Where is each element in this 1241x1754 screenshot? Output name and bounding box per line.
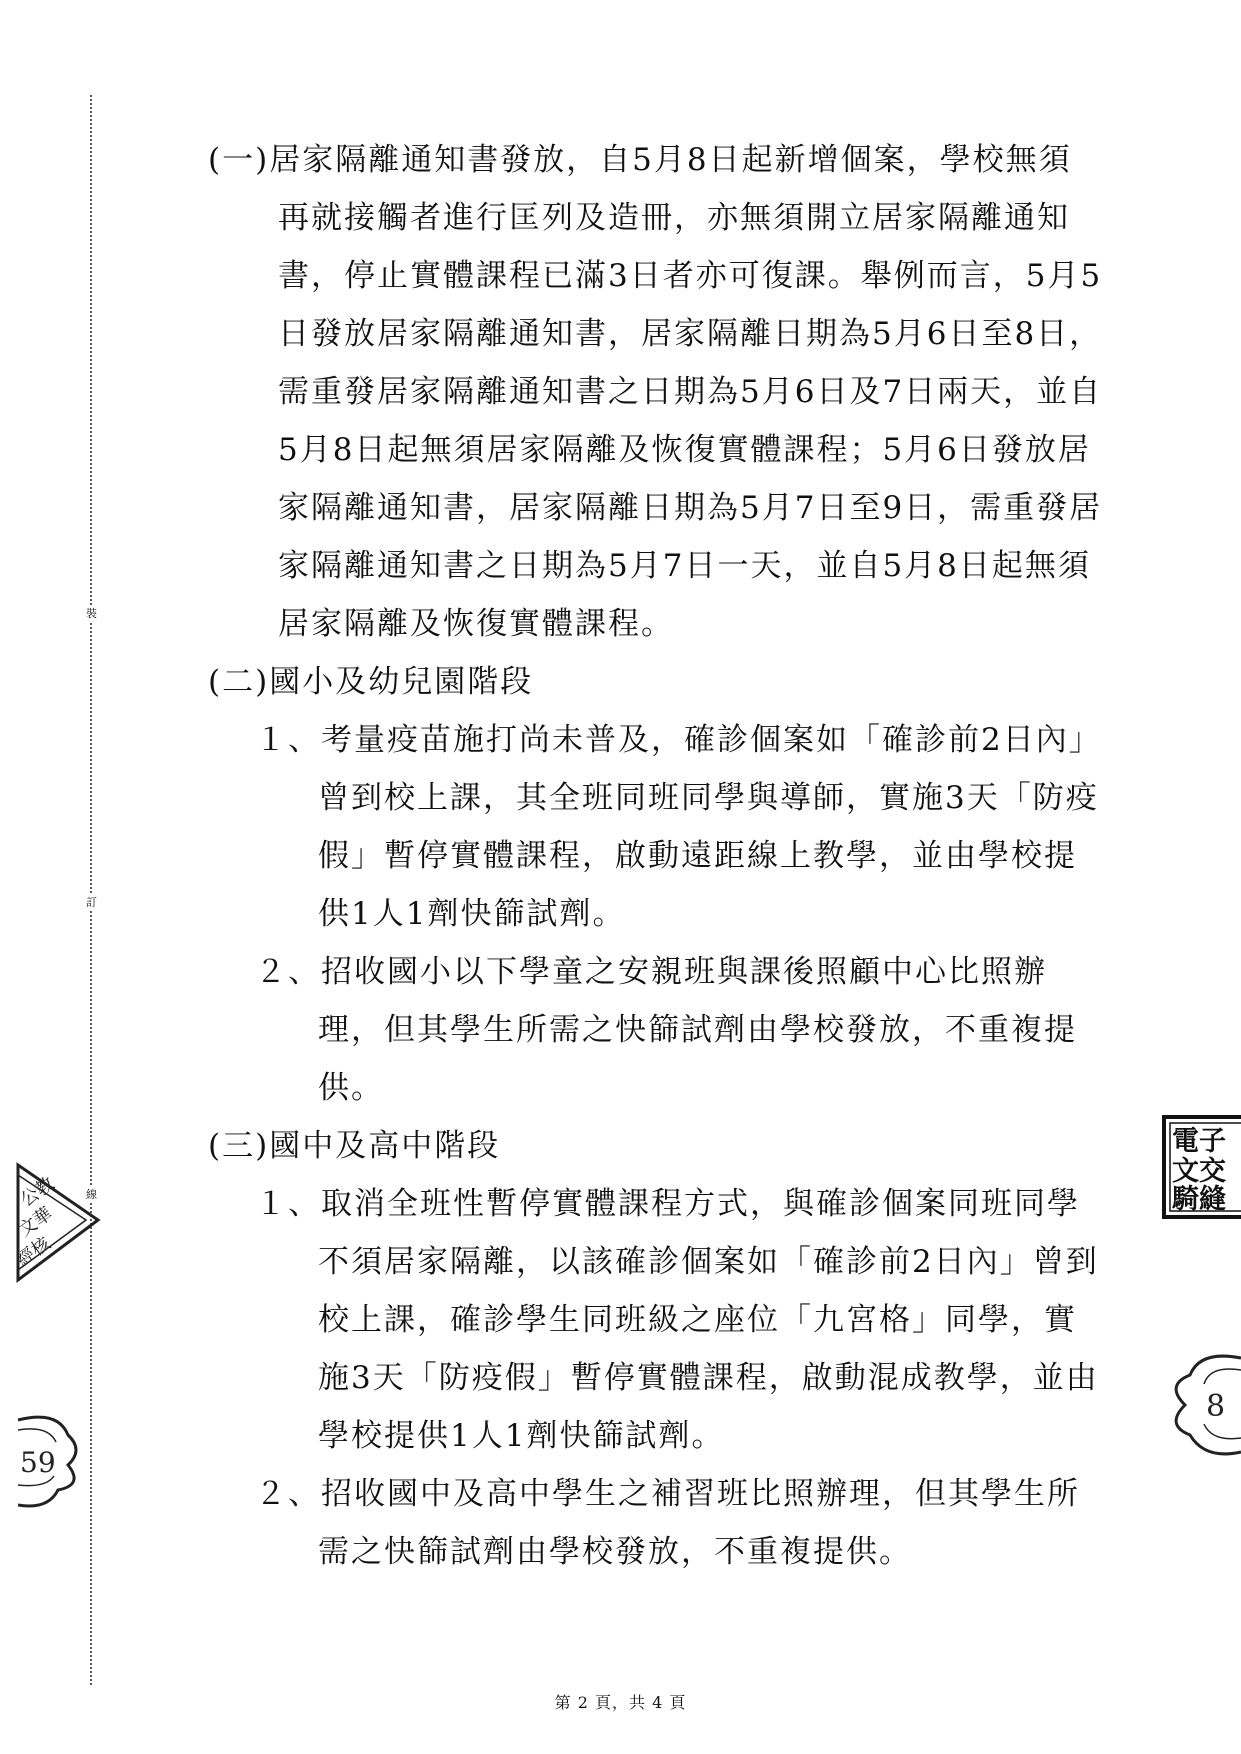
body-line: 施3天「防疫假」暫停實體課程，啟動混成教學，並由 <box>318 1360 1099 1396</box>
body-line: 需重發居家隔離通知書之日期為5月6日及7日兩天，並自 <box>278 374 1103 410</box>
body-line: 需之快篩試劑由學校發放，不重複提供。 <box>318 1534 912 1570</box>
body-line: 校上課，確診學生同班級之座位「九宮格」同學，實 <box>318 1302 1077 1338</box>
binding-mark-xian: 線 <box>86 1188 97 1201</box>
svg-text:文華: 文華 <box>14 1203 57 1242</box>
left-gear-seal-icon <box>18 1410 84 1510</box>
svg-text:8: 8 <box>1206 1389 1226 1424</box>
body-line: 學校提供1人1劑快篩試劑。 <box>318 1418 725 1454</box>
item-2-1-line: １、考量疫苗施打尚未普及，確診個案如「確診前2日內」 <box>255 722 1102 758</box>
svg-text:公教: 公教 <box>16 1173 59 1212</box>
body-line: 供。 <box>318 1070 384 1106</box>
body-line: 家隔離通知書之日期為5月7日一天，並自5月8日起無須 <box>278 548 1091 584</box>
svg-text:59: 59 <box>20 1446 56 1479</box>
binding-dotted-line <box>90 95 92 1685</box>
body-line: 不須居家隔離，以該確診個案如「確診前2日內」曾到 <box>318 1244 1099 1280</box>
body-line: 假」暫停實體課程，啟動遠距線上教學，並由學校提 <box>318 838 1077 874</box>
binding-mark-zhuang: 裝 <box>86 607 97 620</box>
body-line: 書，停止實體課程已滿3日者亦可復課。舉例而言，5月5 <box>278 258 1103 294</box>
item-3-2-line: ２、招收國中及高中學生之補習班比照辦理，但其學生所 <box>255 1476 1080 1512</box>
item-2-2-line: ２、招收國小以下學童之安親班與課後照顧中心比照辦 <box>255 954 1047 990</box>
svg-text:文交: 文交 <box>1172 1156 1226 1187</box>
right-box-seal-icon <box>1162 1114 1241 1222</box>
body-line: 居家隔離及恢復實體課程。 <box>278 606 674 642</box>
svg-text:經核: 經核 <box>12 1233 55 1272</box>
binding-mark-ding: 訂 <box>86 896 97 909</box>
left-stamp-seal-icon <box>12 1145 98 1295</box>
body-line: 理，但其學生所需之快篩試劑由學校發放，不重複提 <box>318 1012 1077 1048</box>
body-line: 供1人1劑快篩試劑。 <box>318 896 626 932</box>
body-line: 日發放居家隔離通知書，居家隔離日期為5月6日至8日， <box>278 316 1103 352</box>
body-line: 再就接觸者進行匡列及造冊，亦無須開立居家隔離通知 <box>278 200 1070 236</box>
svg-text:電子: 電子 <box>1172 1126 1226 1157</box>
section-2-heading: (二)國小及幼兒園階段 <box>208 664 534 700</box>
right-gear-seal-icon <box>1160 1350 1241 1460</box>
section-1-heading-line: (一)居家隔離通知書發放，自5月8日起新增個案，學校無須 <box>208 142 1072 178</box>
body-line: 曾到校上課，其全班同班同學與導師，實施3天「防疫 <box>318 780 1099 816</box>
svg-text:騎縫: 騎縫 <box>1172 1184 1226 1215</box>
body-line: 5月8日起無須居家隔離及恢復實體課程；5月6日發放居 <box>278 432 1091 468</box>
body-line: 家隔離通知書，居家隔離日期為5月7日至9日，需重發居 <box>278 490 1103 526</box>
page-footer: 第 2 頁，共 4 頁 <box>554 1693 687 1712</box>
section-3-heading: (三)國中及高中階段 <box>208 1128 501 1164</box>
item-3-1-line: １、取消全班性暫停實體課程方式，與確診個案同班同學 <box>255 1186 1080 1222</box>
